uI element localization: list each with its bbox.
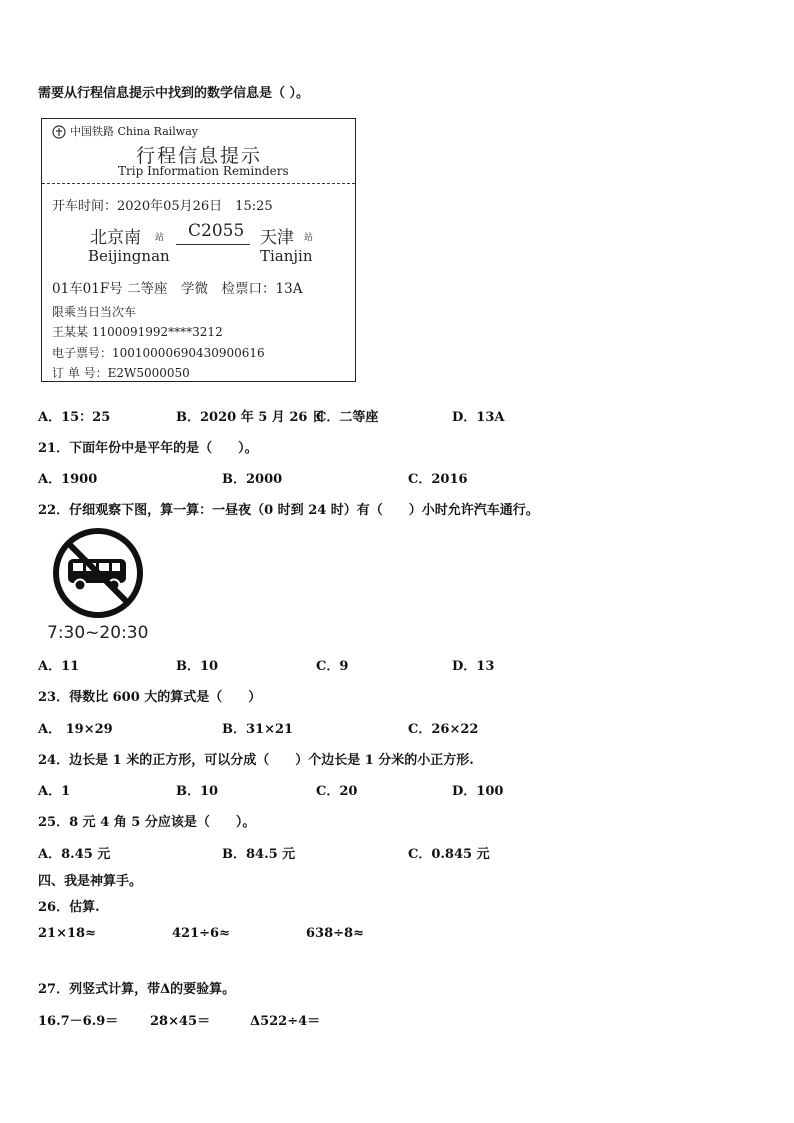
q24-text: 24．边长是 1 米的正方形，可以分成（ ）个边长是 1 分米的小正方形. <box>38 753 474 768</box>
ticket-train-underline <box>176 244 250 245</box>
q27-item-1: 16.7－6.9＝ <box>38 1014 119 1029</box>
q23-option-a: A． 19×29 <box>38 722 113 737</box>
q25-option-c: C．0.845 元 <box>408 847 490 862</box>
ticket-order-number: 订 单 号：E2W5000050 <box>52 366 190 380</box>
q22-option-a: A．11 <box>38 659 80 674</box>
q21-option-a: A．1900 <box>38 472 98 487</box>
ticket-passenger: 王某某 1100091992****3212 <box>52 325 223 339</box>
q20-option-a: A．15：25 <box>38 410 111 425</box>
q24-option-b: B．10 <box>176 784 219 799</box>
q26-item-2: 421÷6≈ <box>172 926 230 941</box>
intro-question: 需要从行程信息提示中找到的数学信息是（ ）。 <box>38 86 310 101</box>
q23-option-b: B．31×21 <box>222 722 294 737</box>
q25-option-a: A．8.45 元 <box>38 847 111 862</box>
ticket-title-en: Trip Information Reminders <box>118 164 289 178</box>
ticket-from-cn: 北京南 <box>90 228 141 248</box>
q27-text: 27．列竖式计算，带Δ的要验算。 <box>38 982 236 997</box>
ticket-from-station-suffix: 站 <box>155 233 165 243</box>
q20-option-d: D．13A <box>452 410 505 425</box>
q21-option-c: C．2016 <box>408 472 468 487</box>
no-vehicle-sign-icon <box>52 527 144 619</box>
ticket-title-cn: 行程信息提示 <box>136 145 263 167</box>
sign-caption: 7:30~20:30 <box>47 623 149 643</box>
q24-option-a: A．1 <box>38 784 71 799</box>
q20-option-b: B．2020 年 5 月 26 日 <box>176 410 325 425</box>
ticket-eticket-number: 电子票号：10010000690430900616 <box>52 346 265 360</box>
ticket-limit: 限乘当日当次车 <box>52 305 137 319</box>
q24-option-d: D．100 <box>452 784 504 799</box>
ticket-departure: 开车时间：2020年05月26日 15:25 <box>52 199 273 214</box>
q21-text: 21．下面年份中是平年的是（ ）。 <box>38 441 258 456</box>
q23-text: 23．得数比 600 大的算式是（ ） <box>38 690 262 705</box>
q24-option-c: C．20 <box>316 784 358 799</box>
q22-option-b: B．10 <box>176 659 219 674</box>
ticket-from-en: Beijingnan <box>88 247 170 265</box>
q22-option-d: D．13 <box>452 659 495 674</box>
q26-text: 26．估算. <box>38 900 100 915</box>
q23-option-c: C．26×22 <box>408 722 479 737</box>
ticket-to-en: Tianjin <box>260 247 313 265</box>
ticket-to-station-suffix: 站 <box>304 233 314 243</box>
q27-item-3: Δ522÷4＝ <box>250 1014 321 1029</box>
q21-option-b: B．2000 <box>222 472 283 487</box>
ticket-train-number: C2055 <box>188 221 245 241</box>
section-4-heading: 四、我是神算手。 <box>38 874 143 889</box>
q22-option-c: C．9 <box>316 659 349 674</box>
q26-item-3: 638÷8≈ <box>306 926 364 941</box>
q25-option-b: B．84.5 元 <box>222 847 296 862</box>
ticket-seat: 01车01F号 二等座 学微 检票口：13A <box>52 281 303 297</box>
q20-option-c: C．二等座 <box>316 410 379 425</box>
trip-ticket <box>41 118 356 382</box>
q25-text: 25．8 元 4 角 5 分应该是（ ）。 <box>38 815 256 830</box>
ticket-logo-text: 中国铁路 China Railway <box>70 125 198 138</box>
china-railway-logo-icon <box>52 124 66 138</box>
q26-item-1: 21×18≈ <box>38 926 96 941</box>
ticket-divider <box>42 183 355 184</box>
q27-item-2: 28×45＝ <box>150 1014 211 1029</box>
ticket-to-cn: 天津 <box>260 228 294 248</box>
q22-text: 22．仔细观察下图，算一算：一昼夜（0 时到 24 时）有（ ）小时允许汽车通行。 <box>38 503 539 518</box>
